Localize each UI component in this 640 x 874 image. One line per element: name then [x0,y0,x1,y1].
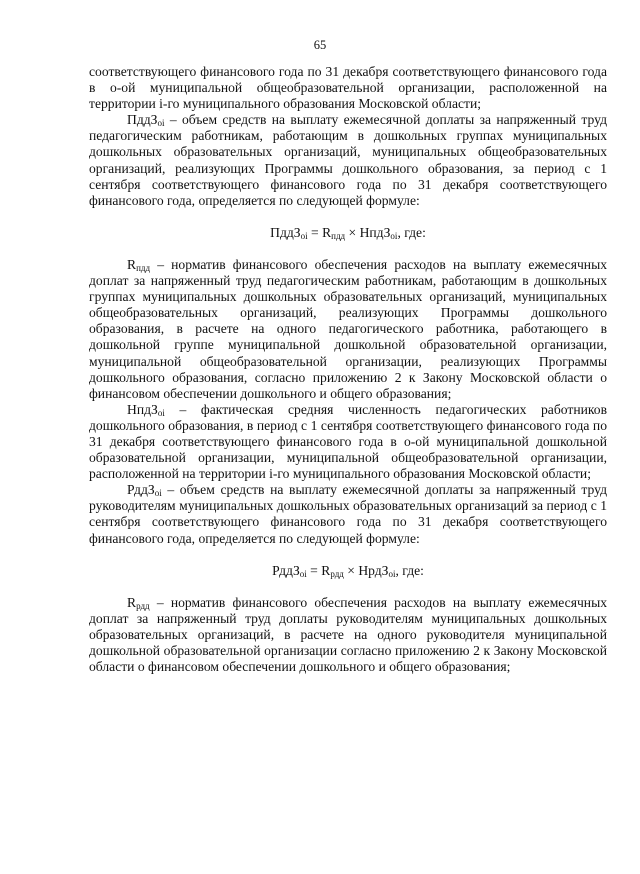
term-subscript: пдд [136,262,151,273]
term-text: – норматив финансового обеспечения расходов на выплату ежемесячных доплат за напряженный труд педагогическим работникам, работающим в дошкольных группах муниципальных дошкольных образовательных организаций, муниципальных общеобразовательных организаций, реализующих Программы дошкольного образования, в расчете на одного педагогического работника, работающего в дошкольной группе муниципальной дошкольной образовательной организации, муниципальной общеобразовательной организации, реализующих Программы дошкольного образования, согласно приложению 2 к Закону Московской области о финансовом обеспечении дошкольного и общего образования; [89,256,607,401]
paragraph-rpdd-definition [89,257,607,402]
spacer [89,209,607,225]
term-symbol: R [127,594,137,610]
formula-eq: = R [306,562,331,578]
term-subscript: oi [157,407,165,418]
spacer [89,579,607,595]
term-subscript: oi [154,488,162,499]
formula-n-sub: oi [390,230,398,241]
term-text: – объем средств на выплату ежемесячной доплаты за напряженный труд педагогическим работникам, работающим в дошкольных группах муниципальных дошкольных образовательных организаций, муниципальных общеобразовательных организаций, реализующих Программы дошкольного образования, за период с 1 сентября соответствующего финансового года по 31 декабря соответствующего финансового года, определяется по следующей формуле: [89,112,607,208]
formula-lhs-sub: oi [299,568,307,579]
formula-n-sub: oi [388,568,396,579]
formula-rddz [89,563,607,579]
term-symbol: НпдЗ [127,401,158,417]
term-symbol: РддЗ [127,482,155,498]
formula-lhs-sub: oi [300,230,308,241]
document-body [89,64,607,675]
term-text: – норматив финансового обеспечения расходов на выплату ежемесячных доплат за напряженный труд доплаты руководителям муниципальных дошкольных образовательных организаций, в расчете на одного руководителя муниципальной дошкольной образовательной организации согласно приложению 2 к Закону Московской области о финансовом обеспечении дошкольного и общего образования; [89,594,607,675]
formula-tail: , где: [397,224,426,240]
formula-eq: = R [307,224,332,240]
term-subscript: oi [157,118,165,129]
paragraph-pddz-definition [89,112,607,209]
paragraph-rrdd-definition [89,595,607,675]
term-symbol: R [127,256,137,272]
spacer [89,241,607,257]
formula-r-sub: пдд [331,230,346,241]
formula-r-sub: рдд [330,568,344,579]
formula-tail: , где: [395,562,424,578]
formula-lhs: РддЗ [272,562,300,578]
term-subscript: рдд [136,600,150,611]
paragraph-continuation: соответствующего финансового года по 31 декабря соответствующего финансового года в о-ой муниципальной общеобразовательной организации, расположенной на территории i-го муниципального образования Московской области; [89,64,607,112]
paragraph-rddz-definition [89,482,607,546]
formula-times: × НпдЗ [345,224,391,240]
page-number: 65 [313,38,327,52]
term-text: – объем средств на выплату ежемесячной доплаты за напряженный труд руководителям муниципальных дошкольных образовательных организаций за период с 1 сентября соответствующего финансового года по 31 декабря соответствующего финансового года, определяется по следующей формуле: [89,482,607,546]
formula-times: × НрдЗ [343,562,389,578]
spacer [89,547,607,563]
formula-lhs: ПддЗ [270,224,301,240]
formula-pddz [89,225,607,241]
term-symbol: ПддЗ [127,112,158,128]
term-text: – фактическая средняя численность педагогических работников дошкольного образования, в период с 1 сентября соответствующего финансового года по 31 декабря соответствующего финансового года в о-ой муниципальной дошкольной образовательной организации, муниципальной общеобразовательной организации, расположенной на территории i-го муниципального образования Московской области; [89,401,607,482]
paragraph-npdz-definition [89,402,607,482]
